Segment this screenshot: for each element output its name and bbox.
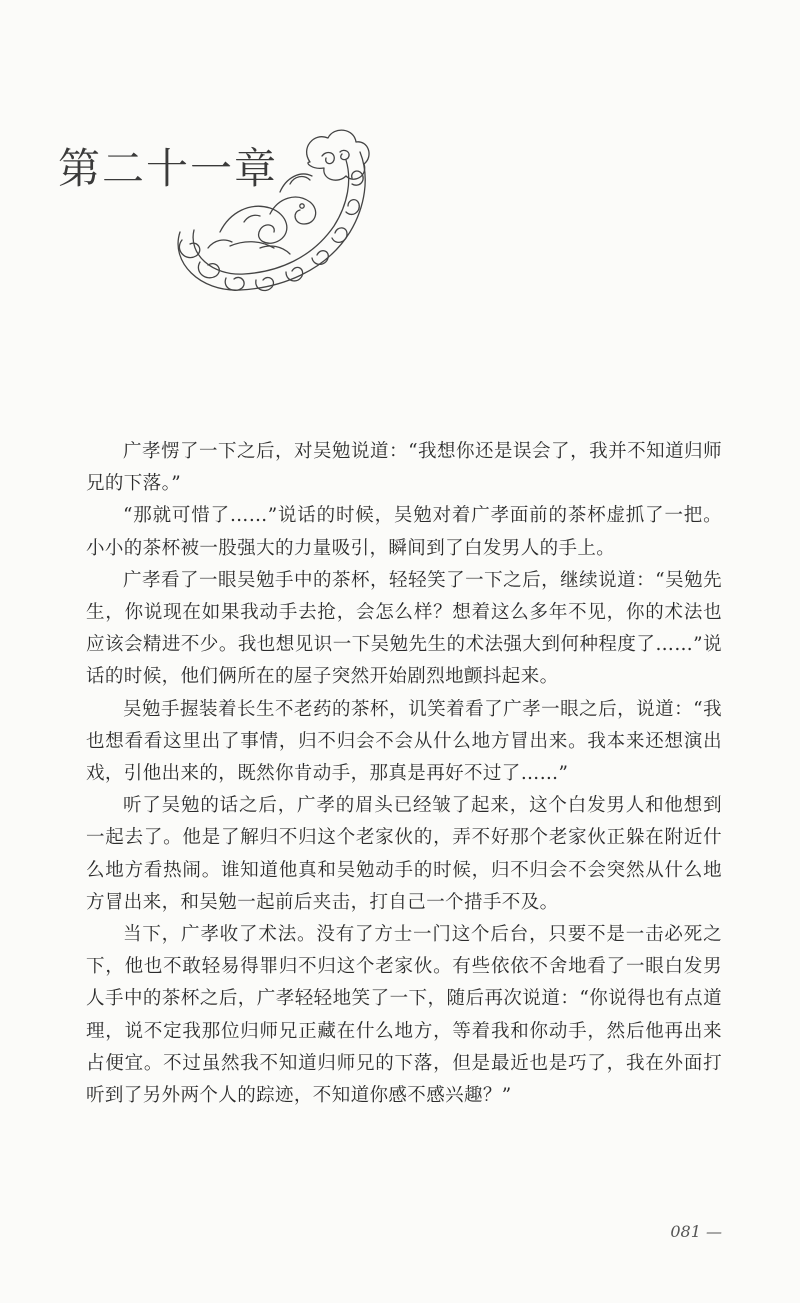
chapter-body — [86, 436, 722, 1112]
paragraph: “那就可惜了……”说话的时候，吴勉对着广孝面前的茶杯虚抓了一把。小小的茶杯被一股强大的力量吸引，瞬间到了白发男人的手上。 — [86, 505, 722, 559]
paragraph: 吴勉手握装着长生不老药的茶杯，讥笑着看了广孝一眼之后，说道：“我也想看看这里出了事情，归不归会不会从什么地方冒出来。我本来还想演出戏，引他出来的，既然你肯动手，那真是再好不过了……” — [86, 698, 722, 785]
paragraph: 听了吴勉的话之后，广孝的眉头已经皱了起来，这个白发男人和他想到一起去了。他是了解归不归这个老家伙的，弄不好那个老家伙正躲在附近什么地方看热闹。谁知道他真和吴勉动手的时候，归不归会不会突然从什么地方冒出来，和吴勉一起前后夹击，打自己一个措手不及。 — [86, 795, 722, 913]
cloud-dragon-ornament-icon — [160, 122, 375, 302]
paragraph: 广孝看了一眼吴勉手中的茶杯，轻轻笑了一下之后，继续说道：“吴勉先生，你说现在如果我动手去抢，会怎么样？想着这么多年不见，你的术法也应该会精进不少。我也想见识一下吴勉先生的术法强大到何种程度了……”说话的时候，他们俩所在的屋子突然开始剧烈地颤抖起来。 — [86, 569, 722, 688]
paragraph: 广孝愣了一下之后，对吴勉说道：“我想你还是误会了，我并不知道归师兄的下落。” — [86, 441, 722, 495]
paragraph: 当下，广孝收了术法。没有了方士一门这个后台，只要不是一击必死之下，他也不敢轻易得罪归不归这个老家伙。有些依依不舍地看了一眼白发男人手中的茶杯之后，广孝轻轻地笑了一下，随后再次说道：“你说得也有点道理，说不定我那位归师兄正藏在什么地方，等着我和你动手，然后他再出来占便宜。不过虽然我不知道归师兄的下落，但是最近也是巧了，我在外面打听到了另外两个人的踪迹，不知道你感不感兴趣？” — [86, 924, 722, 1107]
page-number: 081 — — [670, 1222, 722, 1241]
chapter-title: 第二十一章 — [58, 144, 279, 193]
